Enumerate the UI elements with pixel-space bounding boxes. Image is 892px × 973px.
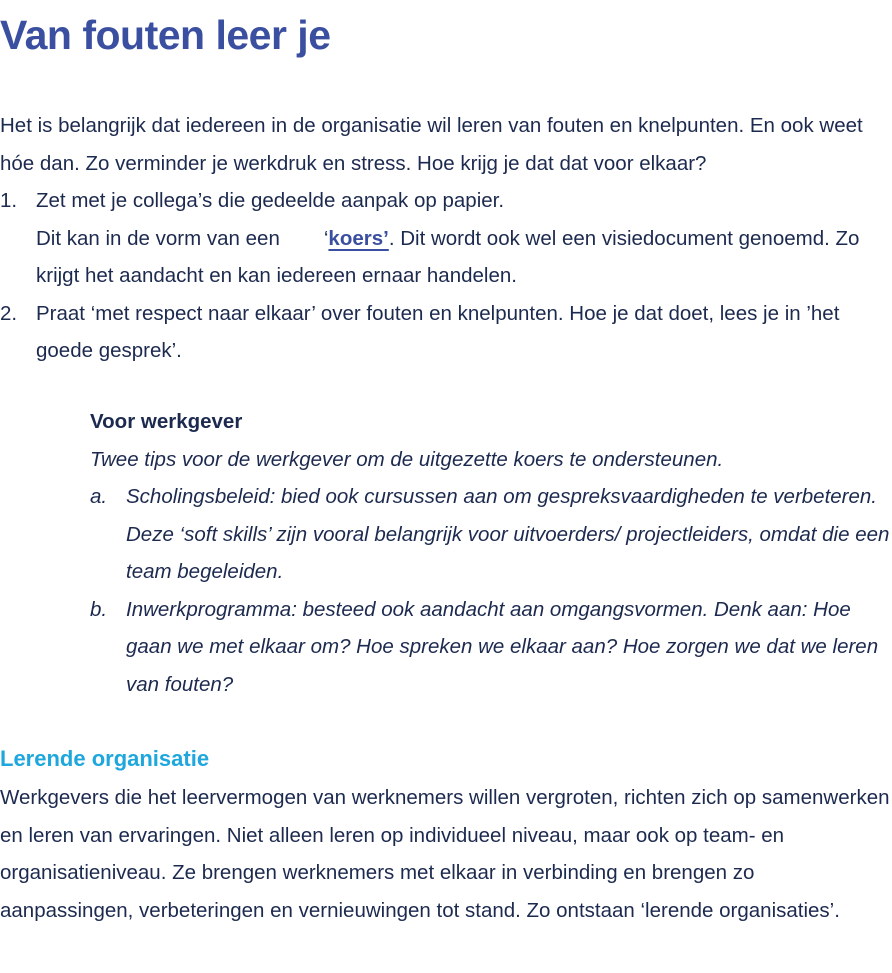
list-item [90,591,892,704]
step-2-text: Praat ‘met respect naar elkaar’ over fouten en knelpunten. Hoe je dat doet, lees je in ’het goede gesprek’. [36,301,840,362]
employer-heading: Voor werkgever [90,410,243,433]
koers-link[interactable]: koers’ [328,226,389,250]
list-label: a. [90,485,108,508]
section-heading: Lerende organisatie [0,746,210,771]
list-item [0,295,892,370]
list-number: 2. [0,301,18,325]
tip-text: Inwerkprogramma: besteed ook aandacht aan omgangsvormen. Denk aan: Hoe gaan we met elkaar om? Hoe spreken we elkaar aan? Hoe zorgen we dat we leren van fouten? [126,597,879,696]
step-1-line: Zet met je collega’s die gedeelde aanpak op papier. [36,189,505,212]
employer-section [90,403,892,703]
steps-list [0,182,892,370]
list-label: b. [90,597,108,621]
list-number: 1. [0,189,18,212]
list-item [0,182,892,295]
list-item [90,478,892,591]
quote-mark: ‘ [323,226,329,250]
step-1-post-text: . Dit wordt ook wel een visiedocument genoemd. Zo krijgt het aandacht en kan iedereen ernaar handelen. [36,226,860,287]
tip-text: Scholingsbeleid: bied ook cursussen aan om gespreksvaardigheden te verbeteren. Deze ‘soft skills’ zijn vooral belangrijk voor uitvoerders/ projectleiders, omdat die een team begeleiden. [126,485,890,583]
tips-list [90,478,892,703]
intro-paragraph: Het is belangrijk dat iedereen in de organisatie wil leren van fouten en knelpunten. En ook weet hóe dan. Zo verminder je werkdruk en stress. Hoe krijg je dat dat voor elkaar? [0,114,863,175]
learning-paragraph: Werkgevers die het leervermogen van werknemers willen vergroten, richten zich op samenwerken en leren van ervaringen. Niet alleen leren op individueel niveau, maar ook op team- en organisatieniveau. Ze brengen werknemers met elkaar in verbinding en brengen zo aanpassingen, verbeteringen en vernieuwingen tot stand. Zo ontstaan ‘lerende organisaties’. [0,786,890,922]
employer-lead: Twee tips voor de werkgever om de uitgezette koers te ondersteunen. [90,447,724,471]
page-title: Van fouten leer je [0,12,331,58]
step-1-pre-text: Dit kan in de vorm van een [36,226,280,250]
